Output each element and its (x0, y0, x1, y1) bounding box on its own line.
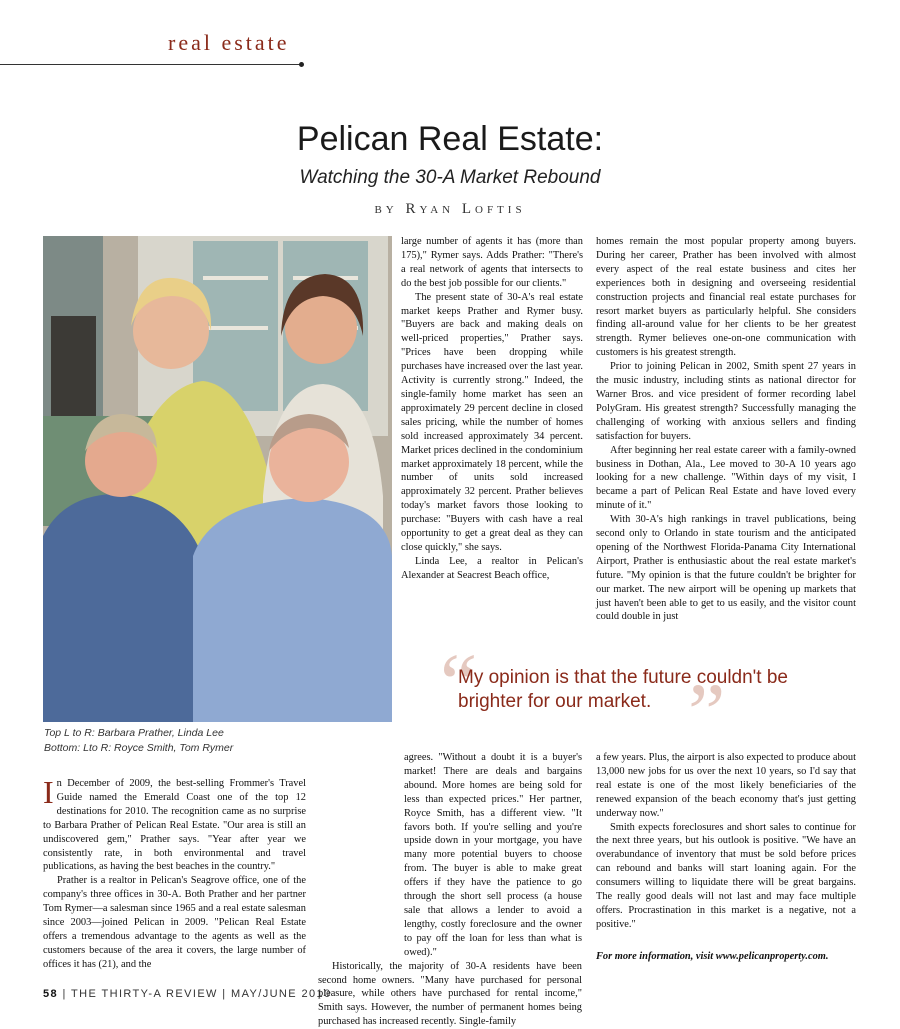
paragraph: homes remain the most popular property among buyers. During her career, Prather has been involved with almost every aspect of the real estate business and cites her experiences both in designing and overseeing residential construction projects and financial real estate purchases for resort market buyers as particularly helpful. She considers finding all-around value for her clients to be her greatest strength. Rymer believes one-on-one communication with customers is his greatest strength. (596, 236, 856, 359)
paragraph: Linda Lee, a realtor in Pelican's Alexander at Seacrest Beach office, (401, 555, 583, 581)
paragraph: a few years. Plus, the airport is also expected to produce about 13,000 new jobs for us over the next 10 years, so I'd say that real estate is one of the most likely beneficiaries of the renewed expansion of the beach economy that's just getting underway now." (596, 752, 856, 819)
paragraph: Prior to joining Pelican in 2002, Smith spent 27 years in the music industry, including stints as national director for Warner Bros. and vice president of former recording label PolyGram. His greatest strength? Successfully managing the challenging of working with anxious sellers and finding satisfaction for buyers. (596, 361, 856, 442)
pull-quote (440, 637, 820, 760)
group-photo (43, 236, 392, 722)
column-1-bottom (43, 774, 306, 972)
paragraph: large number of agents it has (more than 175)," Rymer says. Adds Prather: "There's a real network of agents that intersects to do the best job possible for our clients." (401, 236, 583, 289)
section-rule-dot (299, 62, 304, 67)
page-footer (43, 988, 332, 1000)
column-2-bottom (318, 751, 582, 1029)
paragraph: Smith expects foreclosures and short sales to continue for the next three years, but his outlook is positive. "We have an overabundance of inventory that must be sold before prices can rebound and banks will start loaning again. For the consumers willing to liquidate there will be great bargains. The really good deals will not last and may face multiple offers. Procrastination in this market is a negative, not a positive." (596, 821, 856, 930)
paragraph: With 30-A's high rankings in travel publications, being second only to Orlando in state tourism and the anticipated opening of the Northwest Florida-Panama City International Airport, Prather is enthusiastic about the real estate market's future. "My opinion is that the future couldn't be brighter for our market. The new airport will be opening up markets that just haven't been able to get to us easily, and the visitor count could double in just (596, 514, 856, 623)
drop-cap: I (43, 774, 54, 810)
article-title: Pelican Real Estate: (296, 120, 604, 158)
column-2-top (401, 235, 583, 583)
close-quote-icon: ” (688, 667, 726, 760)
paragraph: agrees. "Without a doubt it is a buyer's market! There are deals and bargains abound. More homes are being sold for less than expected prices." Her partner, Royce Smith, has a different view. "It favors both. If you're selling and you're upside down in your mortgage, you have many more potential buyers to choose from. The buyer is able to make great offers if they have the patience to go through the short sell process (a house sale that allows a lender to avoid a lengthy, costly foreclosure and the owner to pay off the loan for less than what is owed)." (404, 752, 582, 958)
paragraph: After beginning her real estate career with a family-owned business in Dothan, Ala., Lee moved to 30-A 10 years ago looking for a new challenge. "Within days of my visit, I became a part of Pelican Real Estate and have loved every minute of it." (596, 444, 856, 512)
byline: by Ryan Loftis (374, 201, 526, 217)
column-3-bottom (596, 751, 856, 932)
footer-separator: | (62, 988, 72, 1000)
publication-info: THE THIRTY-A REVIEW | MAY/JUNE 2010 (71, 988, 332, 1000)
caption-line-2: Bottom: Lto R: Royce Smith, Tom Rymer (44, 742, 234, 754)
caption-line-1: Top L to R: Barbara Prather, Linda Lee (44, 727, 224, 739)
paragraph: Historically, the majority of 30-A residents have been second home owners. "Many have purchased for personal pleasure, while others have purchased for rental income," Smith says. However, the number of permanent homes being purchased has increased recently. Single-family (318, 960, 582, 1028)
more-info-link[interactable]: For more information, visit www.pelicanproperty.com. (596, 951, 829, 962)
section-label: real estate (168, 30, 290, 55)
open-quote-icon: “ (440, 637, 478, 730)
column-3-top (596, 235, 856, 624)
page-number: 58 (43, 988, 59, 1000)
paragraph: In December of 2009, the best-selling Frommer's Travel Guide named the Emerald Coast one of the top 12 destinations for 2010. The recognition came as no surprise to Barbara Prather of Pelican Real Estate. "Our area is still an undiscovered gem," Prather says. "Year after year we consistently rate, in both environmental and travel publications, as having the best beaches in the country." (43, 774, 306, 873)
pull-quote-text: My opinion is that the future couldn't be brighter for our market. (458, 667, 788, 712)
section-rule (0, 64, 302, 65)
group-photo-illustration (43, 236, 392, 722)
article-subtitle: Watching the 30-A Market Rebound (299, 167, 601, 188)
paragraph: The present state of 30-A's real estate market keeps Prather and Rymer busy. "Buyers are back and making deals on well-priced properties," Prather says. "Prices have been dropping while purchases have increased over the last year. Activity is currently strong." Indeed, the single-family home market has seen an approximately 29 percent decline in closed sales pricing, while the number of homes sold increased approximately 34 percent. Market prices declined in the condominium market approximately 18 percent, while the number of units sold increased approximately 32 percent. Prather believes today's market favors those looking to purchase: "Buyers with cash have a real opportunity to get a great deal as they can close quickly," she says. (401, 291, 583, 553)
paragraph: Prather is a realtor in Pelican's Seagrove office, one of the company's three offices in 30-A. Both Prather and her partner Tom Rymer—a salesman since 1965 and a real estate salesman since 2003—joined Pelican in 2009. "Pelican Real Estate offers a tremendous advantage to the agents as well as the customers because of the area it covers, the large number of offices it has (21), and the (43, 875, 306, 970)
